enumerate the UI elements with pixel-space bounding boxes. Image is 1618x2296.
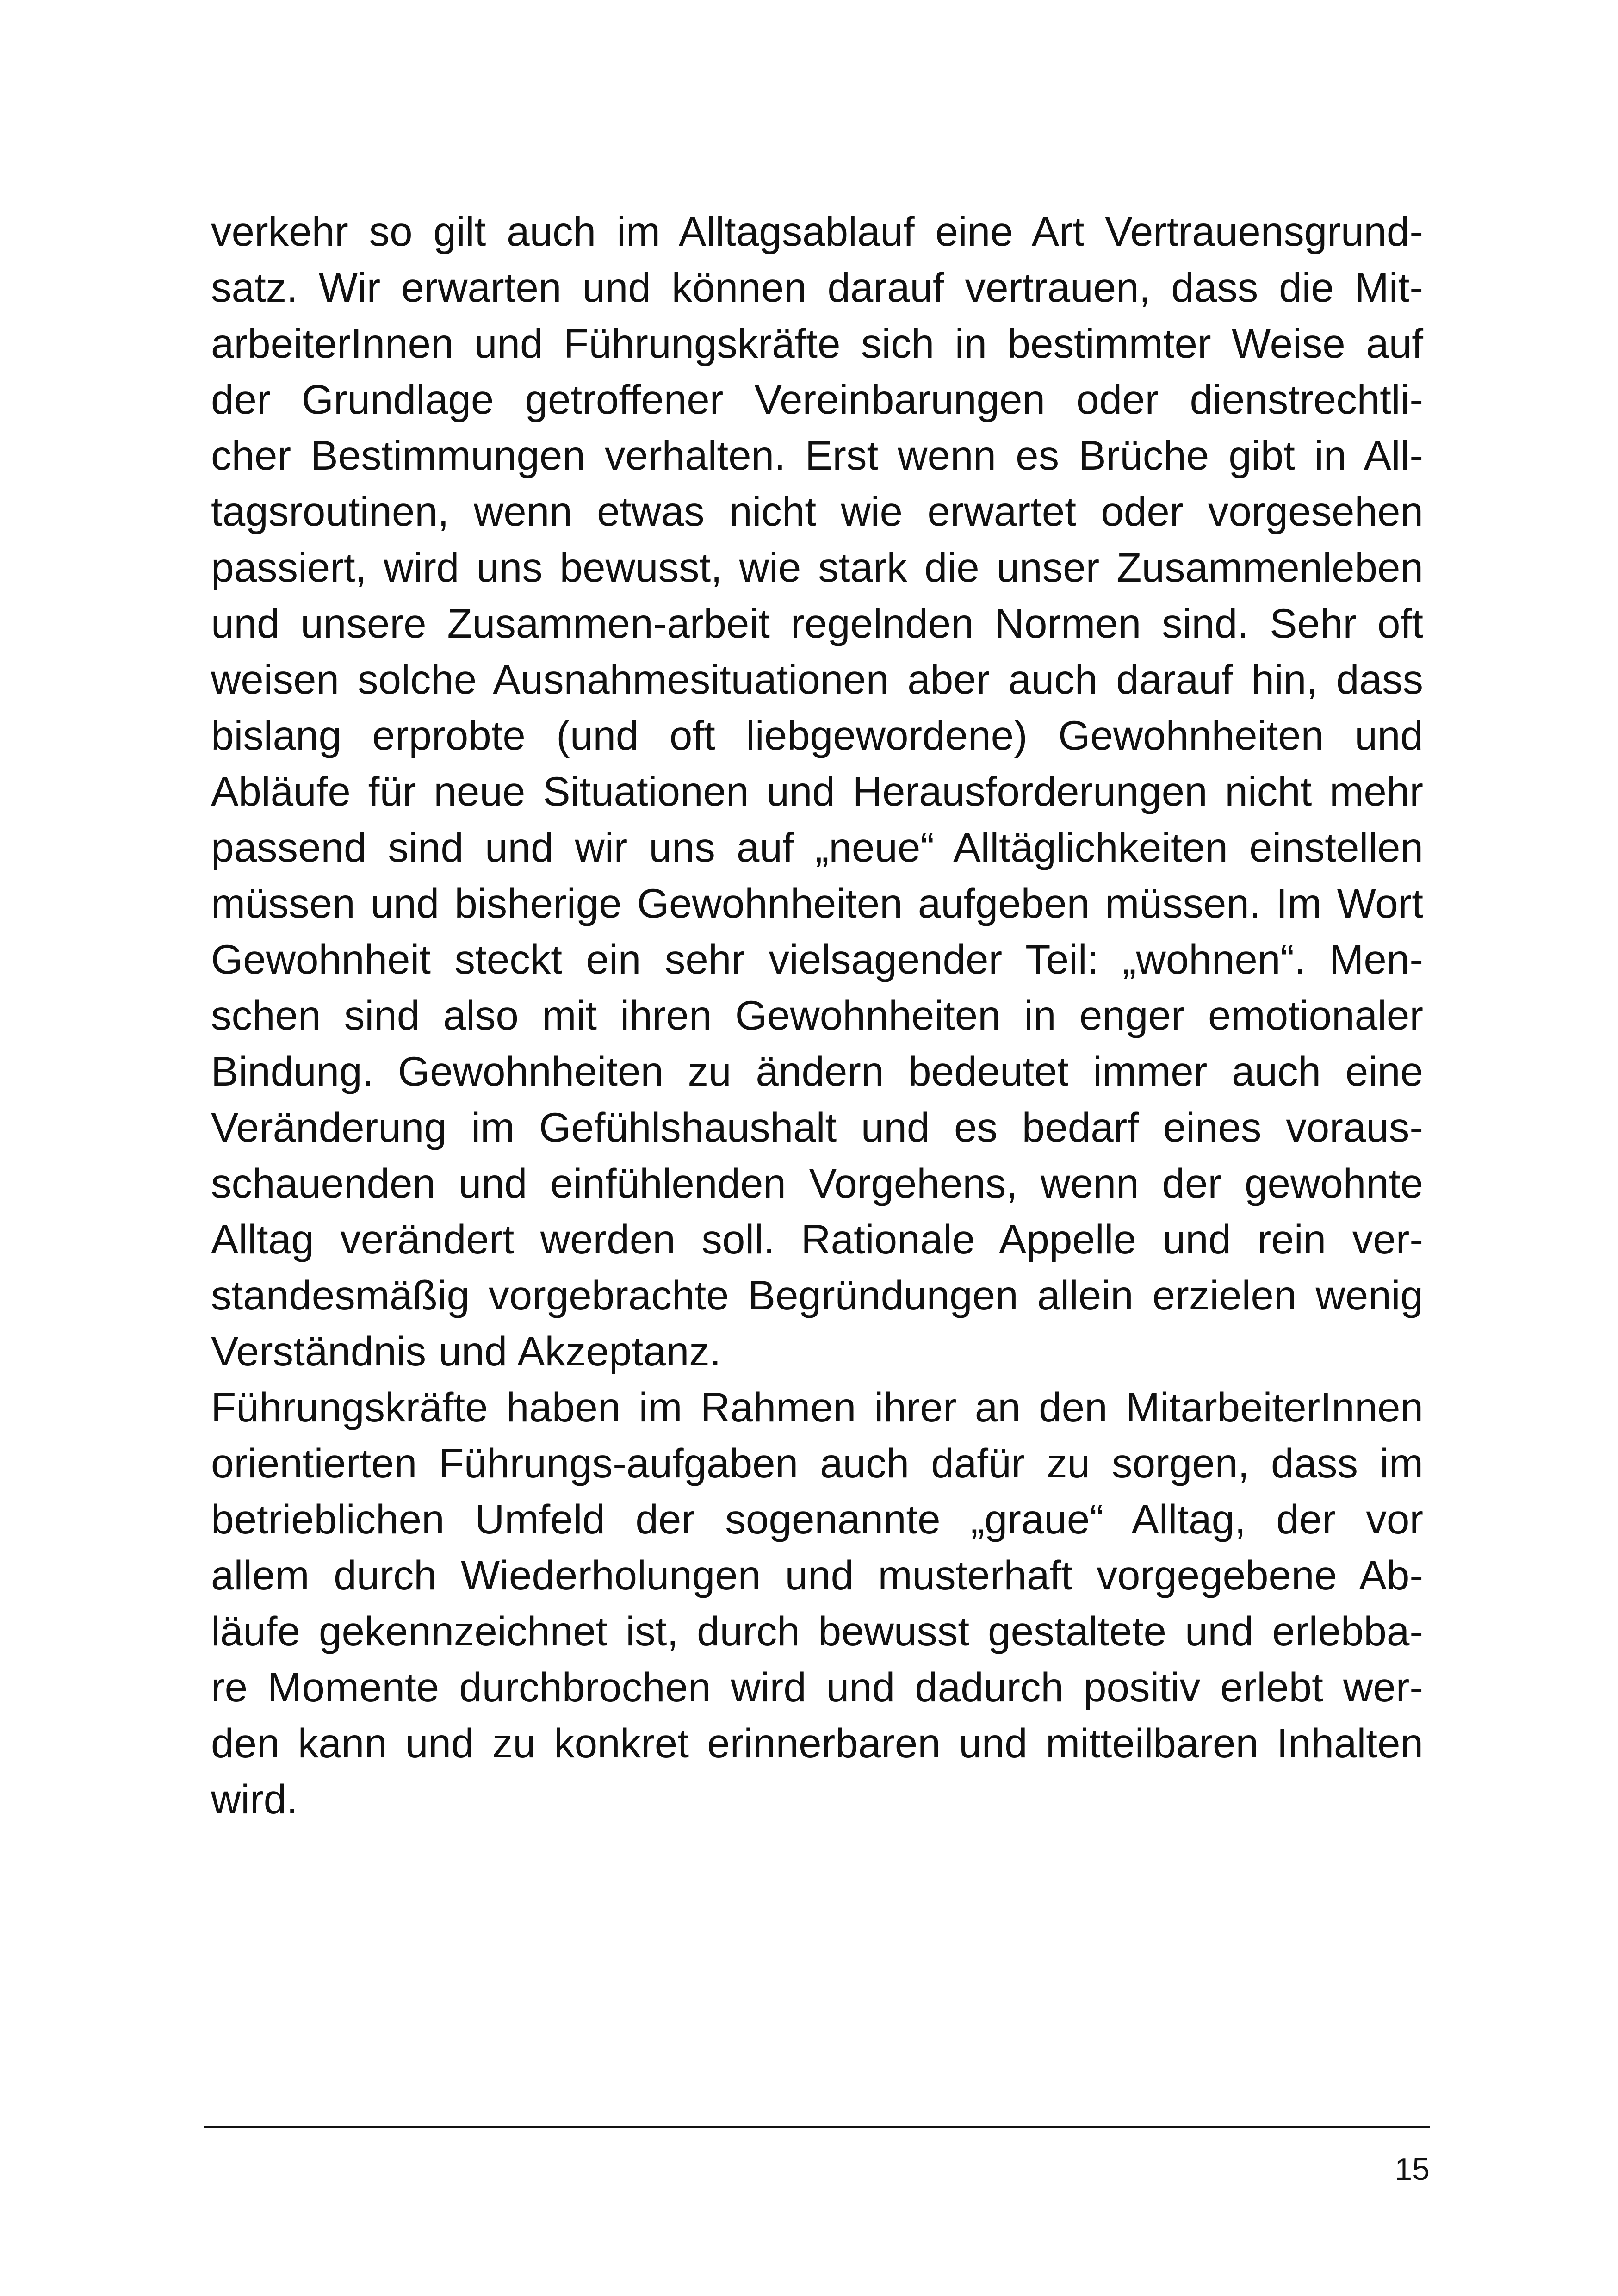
text-line: Verständnis und Akzeptanz. [211, 1328, 721, 1374]
text-line: cher Bestimmungen verhalten. Erst wenn es Brüche gibt in All- [211, 432, 1423, 478]
text-line: re Momente durchbrochen wird und dadurch positiv erlebt wer- [211, 1664, 1423, 1710]
text-line: schauenden und einfühlenden Vorgehens, wenn der gewohnte [211, 1160, 1423, 1206]
text-line: müssen und bisherige Gewohnheiten aufgeben müssen. Im Wort [211, 880, 1423, 926]
body-text [211, 204, 1423, 1827]
text-line: passend sind und wir uns auf „neue“ Alltäglichkeiten einstellen [211, 824, 1423, 870]
text-line: allem durch Wiederholungen und musterhaft vorgegebene Ab- [211, 1552, 1423, 1598]
page-number: 15 [1395, 2152, 1430, 2187]
text-line: betrieblichen Umfeld der sogenannte „graue“ Alltag, der vor [211, 1496, 1423, 1542]
text-line: bislang erprobte (und oft liebgewordene) Gewohnheiten und [211, 712, 1423, 758]
text-line: tagsroutinen, wenn etwas nicht wie erwartet oder vorgesehen [211, 488, 1423, 534]
text-line: arbeiterInnen und Führungskräfte sich in bestimmter Weise auf [211, 320, 1423, 366]
text-line: schen sind also mit ihren Gewohnheiten in enger emotionaler [211, 992, 1423, 1038]
text-line: weisen solche Ausnahmesituationen aber auch darauf hin, dass [211, 656, 1423, 702]
text-line: Führungskräfte haben im Rahmen ihrer an den MitarbeiterInnen [211, 1384, 1423, 1430]
text-line: und unsere Zusammen-arbeit regelnden Normen sind. Sehr oft [211, 600, 1423, 646]
text-line: läufe gekennzeichnet ist, durch bewusst gestaltete und erlebba- [211, 1608, 1423, 1654]
text-line: standesmäßig vorgebrachte Begründungen allein erzielen wenig [211, 1272, 1423, 1318]
text-line: wird. [211, 1776, 298, 1822]
footer-divider [204, 2126, 1430, 2128]
text-line: orientierten Führungs-aufgaben auch dafür zu sorgen, dass im [211, 1440, 1423, 1486]
text-line: satz. Wir erwarten und können darauf vertrauen, dass die Mit- [211, 264, 1423, 310]
text-line: den kann und zu konkret erinnerbaren und mitteilbaren Inhalten [211, 1720, 1423, 1766]
text-line: Veränderung im Gefühlshaushalt und es bedarf eines voraus- [211, 1104, 1423, 1150]
text-line: Gewohnheit steckt ein sehr vielsagender Teil: „wohnen“. Men- [211, 936, 1423, 982]
text-line: Alltag verändert werden soll. Rationale Appelle und rein ver- [211, 1216, 1423, 1262]
text-line: verkehr so gilt auch im Alltagsablauf eine Art Vertrauensgrund- [211, 208, 1423, 254]
text-line: Abläufe für neue Situationen und Herausforderungen nicht mehr [211, 768, 1423, 814]
text-line: Bindung. Gewohnheiten zu ändern bedeutet immer auch eine [211, 1048, 1423, 1094]
text-line: der Grundlage getroffener Vereinbarungen oder dienstrechtli- [211, 376, 1423, 422]
text-line: passiert, wird uns bewusst, wie stark die unser Zusammenleben [211, 544, 1423, 590]
